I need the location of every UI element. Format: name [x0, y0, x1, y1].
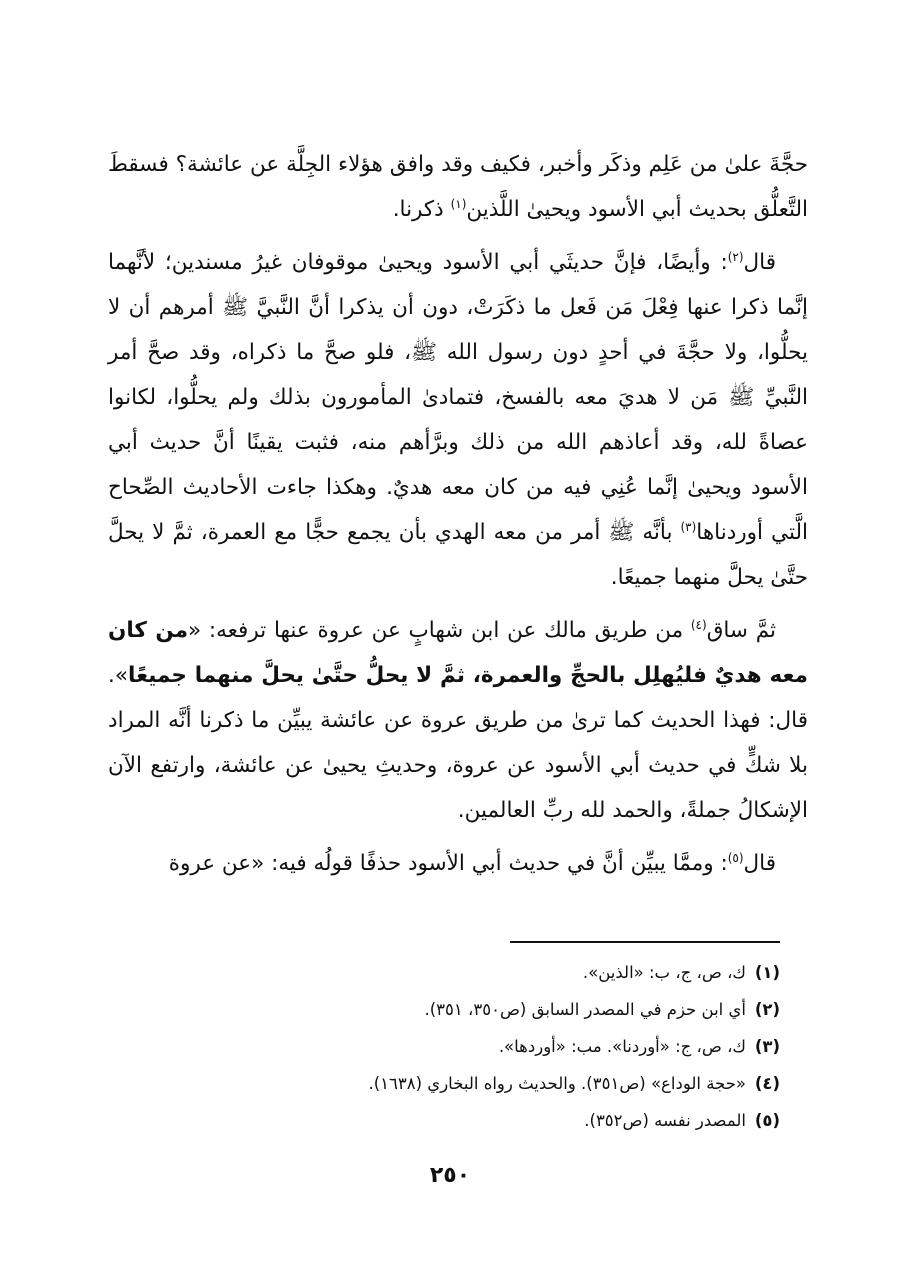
footnote-ref-1: (١) — [450, 196, 467, 211]
paragraph-4-head: قال — [743, 851, 776, 876]
footnote-1 — [100, 954, 780, 991]
footnote-ref-2: (٢) — [727, 249, 744, 264]
footnote-3 — [100, 1028, 780, 1065]
paragraph-2-head: قال — [743, 250, 776, 275]
paragraph-3-text: من طريق مالك عن ابن شهابٍ عن عروة عنها ترفعه: « — [188, 618, 691, 643]
footnote-text: أي ابن حزم في المصدر السابق (ص٣٥٠، ٣٥١). — [424, 1000, 746, 1019]
footnote-ref-5: (٥) — [727, 850, 744, 865]
paragraph-4-text: : وممَّا يبيِّن أنَّ في حديث أبي الأسود حذفًا قولُه فيه: «عن عروة — [168, 851, 728, 876]
paragraph-1-text: حجَّةَ علىٰ من عَلِم وذكَر وأخبر، فكيف وقد وافق هؤلاء الجِلَّة عن عائشة؟ فسقطَ التَّعلُّق بحديث أبي الأسود ويحيىٰ اللَّذين — [108, 152, 808, 222]
paragraph-2 — [108, 240, 808, 600]
paragraph-2-text: : وأيضًا، فإنَّ حديثَي أبي الأسود ويحيىٰ موقوفان غيرُ مسندين؛ لأنَّهما إنَّما ذكرا عنها فِعْلَ مَن فَعل ما ذكَرَتْ، دون أن يذكرا أنَّ النَّبيَّ ﷺ أمرهم أن لا يحلُّوا، ولا حجَّةَ في أحدٍ دون رسول الله ﷺ، فلو صحَّ ما ذكراه، وقد صحَّ أمر النَّبيِّ ﷺ مَن لا هديَ معه بالفسخ، فتمادىٰ المأمورون بذلك ولم يحلُّوا، لكانوا عصاةً لله، وقد أعاذهم الله من ذلك وبرَّأهم منه، فثبت يقينًا أنَّ حديث أبي الأسود ويحيىٰ إنَّما عُنِي فيه من كان معه هديٌ. وهكذا جاءت الأحاديث الصِّحاح الَّتي أوردناها — [108, 250, 808, 545]
paragraph-1-tail: ذكرنا. — [392, 197, 451, 222]
paragraph-3-tail: ». قال: فهذا الحديث كما ترىٰ من طريق عروة عن عائشة يبيِّن ما ذكرنا أنَّه المراد بلا شكٍّ في حديث أبي الأسود عن عروة، وحديثِ يحيىٰ عن عائشة، وارتفع الآن الإشكالُ جملةً، والحمد لله ربِّ العالمين. — [108, 663, 808, 823]
footnote-text: المصدر نفسه (ص٣٥٢). — [584, 1111, 746, 1130]
paragraph-2-tail: بأنَّه ﷺ أمر من معه الهدي بأن يجمع حجًّا مع العمرة، ثمَّ لا يحلَّ حتَّىٰ يحلَّ منهما جميعًا. — [108, 520, 808, 590]
page-number: ٢٥٠ — [429, 1163, 471, 1188]
footnote-text: ك، ص، ج: «أوردنا». مب: «أوردها». — [498, 1037, 746, 1056]
hadith-quote: من كان معه هديٌ فليُهلِل بالحجِّ والعمرة، ثمَّ لا يحلُّ حتَّىٰ يحلَّ منهما جميعًا — [108, 618, 808, 688]
paragraph-3 — [108, 608, 808, 833]
footnote-text: ك، ص، ج، ب: «الذين». — [582, 963, 746, 982]
paragraph-1 — [108, 142, 808, 232]
footnote-number: (١) — [754, 963, 780, 982]
footnote-2 — [100, 991, 780, 1028]
footnote-4 — [100, 1065, 780, 1102]
paragraph-3-head: ثمَّ ساق — [706, 618, 776, 643]
footnote-ref-3: (٣) — [680, 519, 697, 534]
footnote-number: (٣) — [754, 1037, 780, 1056]
footnote-number: (٤) — [754, 1074, 780, 1093]
footnote-text: «حجة الوداع» (ص٣٥١). والحديث رواه البخاري (١٦٣٨). — [368, 1074, 746, 1093]
footnote-ref-4: (٤) — [690, 617, 707, 632]
footnote-number: (٥) — [754, 1111, 780, 1130]
footnote-number: (٢) — [754, 1000, 780, 1019]
footnote-divider — [510, 941, 780, 943]
footnotes — [100, 954, 780, 1139]
footnote-5 — [100, 1102, 780, 1139]
paragraph-4 — [108, 841, 808, 886]
main-text — [108, 142, 808, 894]
